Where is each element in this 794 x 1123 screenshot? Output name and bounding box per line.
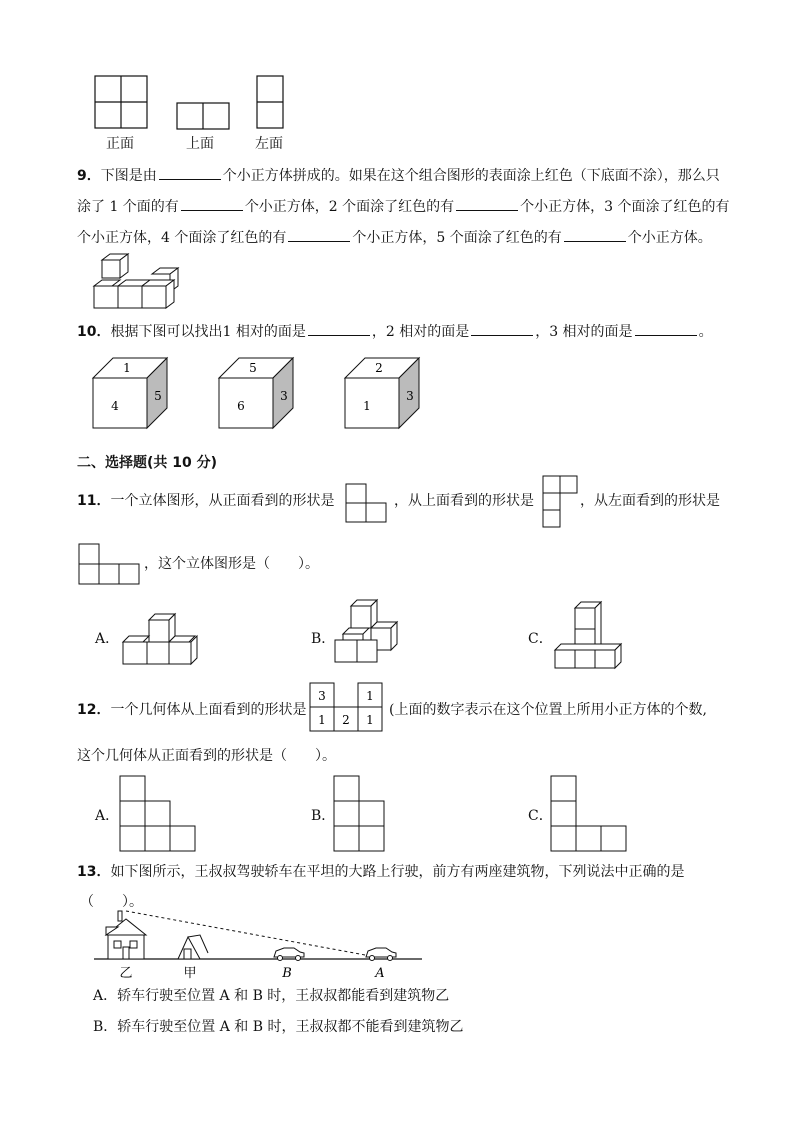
q11-option-a-figure[interactable] [123,608,203,666]
q12-top-grid [310,683,388,737]
q9-number: 9． [77,168,101,184]
q13-option-a[interactable]: A．轿车行驶至位置 A 和 B 时，王叔叔都能看到建筑物乙 [93,988,450,1004]
q11-text-c: ，从左面看到的形状是 [580,493,720,509]
q10-cube-1 [93,356,173,430]
cube1-side-number: 5 [154,389,162,403]
front-view-label: 正面 [106,136,134,152]
q13-option-b[interactable]: B．轿车行驶至位置 A 和 B 时，王叔叔都不能看到建筑物乙 [93,1019,464,1035]
cube1-front-number: 4 [111,399,119,413]
q11-line1: 11．一个立体图形，从正面看到的形状是 [77,493,335,509]
answer-blank[interactable] [635,321,697,336]
q11-option-b-label[interactable]: B． [311,631,336,647]
q12-line1-a: 12．一个几何体从上面看到的形状是 [77,702,307,718]
q9-line2: 涂了 1 个面的有 个小正方体，2 个面涂了红色的有 个小正方体，3 个面涂了红色的有 [77,196,730,217]
q10-cube-3 [345,356,425,430]
answer-blank[interactable] [564,227,626,242]
q12-option-b-figure[interactable] [334,776,390,854]
answer-blank[interactable] [181,196,243,211]
q13-number: 13． [77,864,111,880]
q12-option-a-label[interactable]: A． [95,808,120,824]
grid-cell: 2 [342,713,350,727]
q12-option-c-figure[interactable] [551,776,631,854]
section-title: 二、选择题(共 10 分) [77,455,218,471]
q13-line1: 13．如下图所示，王叔叔驾驶轿车在平坦的大路上行驶，前方有两座建筑物，下列说法中正确的是 [77,864,685,880]
building-yi-icon [106,911,146,959]
q10-line: 10．根据下图可以找出1 相对的面是 ，2 相对的面是 ，3 相对的面是 。 [77,321,713,342]
cube2-side-number: 3 [280,389,288,403]
q11-option-c-label[interactable]: C． [528,631,553,647]
q12-option-b-label[interactable]: B． [311,808,336,824]
answer-blank[interactable] [456,196,518,211]
sight-line [126,911,376,957]
q9-line1: 9．下图是由 个小正方体拼成的。如果在这个组合图形的表面涂上红色（下底面不涂），那么只 [77,165,720,186]
q12-option-a-figure[interactable] [120,776,200,854]
cube3-side-number: 3 [406,389,414,403]
q10-cube-2 [219,356,299,430]
q10-number: 10． [77,324,111,340]
answer-blank[interactable] [308,321,370,336]
answer-blank[interactable] [288,227,350,242]
q11-text-d: ，这个立体图形是（ ）。 [144,556,319,572]
grid-cell: 1 [318,713,326,727]
top-view-label: 上面 [186,136,214,152]
grid-cell: 3 [318,689,326,703]
cube2-top-number: 5 [249,361,257,375]
q9-cube-figure [92,256,192,316]
grid-cell: 1 [366,713,374,727]
q11-left-view [79,544,143,586]
q12-line1-b: (上面的数字表示在这个位置上所用小正方体的个数, [389,702,707,718]
q12-line2: 这个几何体从正面看到的形状是（ ）。 [77,748,336,764]
label-a: A [375,966,385,981]
q13-road-scene [92,905,428,983]
label-yi: 乙 [119,966,133,981]
top-view-figure [177,103,233,131]
cube3-top-number: 2 [375,361,383,375]
cube1-top-number: 1 [123,361,131,375]
grid-cell: 1 [366,689,374,703]
cube2-front-number: 6 [237,399,245,413]
front-view-figure [95,76,151,130]
q11-option-a-label[interactable]: A． [95,631,120,647]
q9-line3: 个小正方体，4 个面涂了红色的有 个小正方体，5 个面涂了红色的有 个小正方体。 [77,227,712,248]
building-jia-icon [178,935,208,959]
q13-line2: （ ）。 [80,894,143,910]
q11-option-b-figure[interactable] [335,600,405,666]
q11-option-c-figure[interactable] [555,602,627,670]
q12-option-c-label[interactable]: C． [528,808,553,824]
q11-number: 11． [77,493,111,509]
q12-number: 12． [77,702,111,718]
label-jia: 甲 [183,966,197,981]
left-view-figure [257,76,287,130]
answer-blank[interactable] [159,165,221,180]
answer-blank[interactable] [471,321,533,336]
cube3-front-number: 1 [363,399,371,413]
left-view-label: 左面 [255,136,283,152]
q11-top-view [543,476,583,528]
label-b: B [282,966,292,981]
q11-text-b: ，从上面看到的形状是 [394,493,534,509]
q11-front-view [346,484,390,524]
